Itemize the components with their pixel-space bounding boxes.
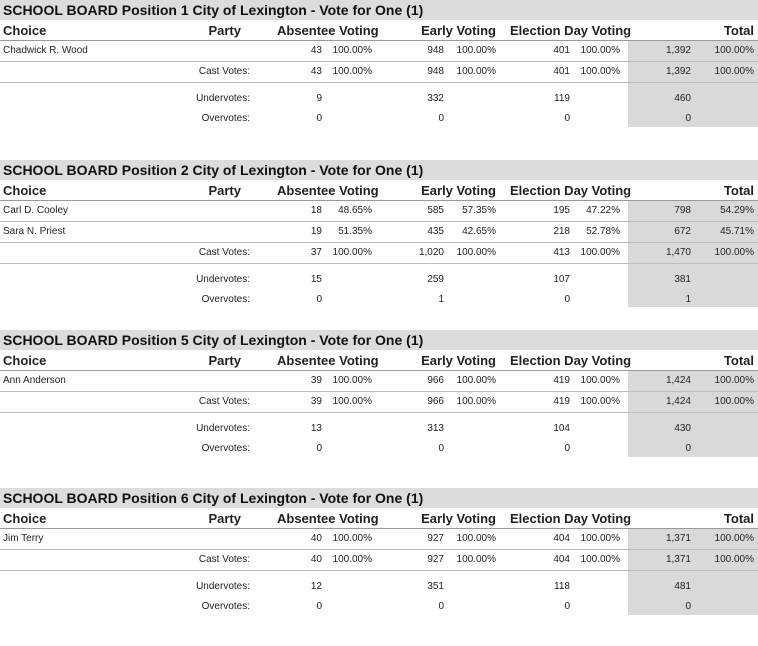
cast-votes-label: Cast Votes: (198, 396, 250, 407)
undervotes-label: Undervotes: (196, 274, 250, 285)
choice-column-header: Choice (3, 23, 47, 38)
under-election-day: 107 (553, 274, 570, 285)
total-votes: 1,392 (665, 45, 691, 56)
cast-votes-row (0, 243, 758, 264)
total-percent: 100.00% (714, 375, 754, 386)
over-total: 0 (685, 443, 691, 454)
cast-votes-label: Cast Votes: (198, 247, 250, 258)
overvotes-label: Overvotes: (201, 113, 250, 124)
undervotes-label: Undervotes: (196, 581, 250, 592)
candidate-row (0, 222, 758, 243)
cast-early: 927 (427, 554, 444, 565)
race-title: SCHOOL BOARD Position 1 City of Lexington - Vote for One (1) (0, 0, 758, 20)
cast-total: 1,371 (665, 554, 691, 565)
absentee-column-header: Absentee Voting (277, 183, 379, 198)
total-votes: 1,424 (665, 375, 691, 386)
party-column-header: Party (208, 23, 241, 38)
undervotes-row (0, 270, 758, 290)
early-percent: 100.00% (456, 375, 496, 386)
total-percent: 100.00% (714, 45, 754, 56)
choice-column-header: Choice (3, 183, 47, 198)
early-percent: 42.65% (462, 226, 496, 237)
over-total: 1 (685, 294, 691, 305)
cast-total: 1,424 (665, 396, 691, 407)
under-early: 332 (427, 93, 444, 104)
over-absentee: 0 (316, 113, 322, 124)
choice-column-header: Choice (3, 511, 47, 526)
absentee-votes: 40 (310, 533, 322, 544)
total-column-header: Total (723, 511, 754, 526)
cast-absentee-percent: 100.00% (332, 554, 372, 565)
under-election-day: 119 (554, 93, 570, 104)
under-total: 430 (674, 423, 691, 434)
over-early: 0 (438, 443, 444, 454)
column-header-row (0, 350, 758, 371)
absentee-percent: 100.00% (332, 45, 372, 56)
under-absentee: 9 (316, 93, 322, 104)
race-body (0, 529, 758, 617)
cast-election-day-percent: 100.00% (580, 247, 620, 258)
cast-election-day: 404 (553, 554, 570, 565)
candidate-row (0, 371, 758, 392)
race-section (0, 160, 758, 310)
over-election-day: 0 (564, 113, 570, 124)
cast-absentee: 39 (310, 396, 322, 407)
overvotes-label: Overvotes: (201, 294, 250, 305)
absentee-column-header: Absentee Voting (277, 353, 379, 368)
cast-election-day-percent: 100.00% (580, 396, 620, 407)
overvotes-row (0, 439, 758, 459)
cast-votes-row (0, 392, 758, 413)
total-column-header: Total (723, 183, 754, 198)
cast-absentee: 40 (310, 554, 322, 565)
race-section (0, 488, 758, 617)
early-votes: 966 (427, 375, 444, 386)
over-early: 1 (438, 294, 444, 305)
under-total: 460 (674, 93, 691, 104)
candidate-name: Carl D. Cooley (3, 205, 69, 216)
early-percent: 57.35% (462, 205, 496, 216)
race-title: SCHOOL BOARD Position 5 City of Lexington - Vote for One (1) (0, 330, 758, 350)
over-early: 0 (438, 601, 444, 612)
cast-votes-row (0, 550, 758, 571)
over-absentee: 0 (316, 601, 322, 612)
party-column-header: Party (208, 511, 241, 526)
column-header-row (0, 508, 758, 529)
cast-election-day-percent: 100.00% (580, 554, 620, 565)
under-early: 313 (427, 423, 444, 434)
election-day-votes: 419 (553, 375, 570, 386)
election-day-column-header: Election Day Voting (510, 353, 632, 368)
race-title: SCHOOL BOARD Position 6 City of Lexington - Vote for One (1) (0, 488, 758, 508)
race-section (0, 330, 758, 459)
early-percent: 100.00% (456, 45, 496, 56)
under-absentee: 13 (310, 423, 322, 434)
total-votes: 798 (674, 205, 691, 216)
candidate-row (0, 41, 758, 62)
cast-absentee: 37 (310, 247, 322, 258)
election-day-votes: 404 (553, 533, 570, 544)
race-title: SCHOOL BOARD Position 2 City of Lexington - Vote for One (1) (0, 160, 758, 180)
absentee-percent: 48.65% (338, 205, 372, 216)
election-day-percent: 100.00% (580, 375, 620, 386)
cast-total-percent: 100.00% (714, 66, 754, 77)
cast-votes-label: Cast Votes: (198, 66, 250, 77)
over-total: 0 (685, 113, 691, 124)
overvotes-label: Overvotes: (201, 601, 250, 612)
early-column-header: Early Voting (421, 183, 496, 198)
under-election-day: 104 (553, 423, 570, 434)
overvotes-row (0, 597, 758, 617)
election-day-column-header: Election Day Voting (510, 511, 632, 526)
race-body (0, 41, 758, 129)
cast-early-percent: 100.00% (456, 66, 496, 77)
cast-votes-row (0, 62, 758, 83)
over-early: 0 (438, 113, 444, 124)
overvotes-row (0, 109, 758, 129)
cast-early: 1,020 (418, 247, 444, 258)
total-percent: 100.00% (714, 533, 754, 544)
under-absentee: 15 (310, 274, 322, 285)
early-votes: 585 (427, 205, 444, 216)
party-column-header: Party (208, 183, 241, 198)
early-column-header: Early Voting (421, 353, 496, 368)
absentee-percent: 51.35% (338, 226, 372, 237)
early-votes: 927 (427, 533, 444, 544)
over-election-day: 0 (564, 294, 570, 305)
cast-early-percent: 100.00% (456, 554, 496, 565)
absentee-percent: 100.00% (332, 533, 372, 544)
cast-votes-label: Cast Votes: (198, 554, 250, 565)
cast-total-percent: 100.00% (714, 247, 754, 258)
cast-early-percent: 100.00% (456, 396, 496, 407)
cast-total-percent: 100.00% (714, 396, 754, 407)
undervotes-row (0, 419, 758, 439)
absentee-votes: 39 (310, 375, 322, 386)
overvotes-label: Overvotes: (201, 443, 250, 454)
election-day-percent: 100.00% (580, 45, 620, 56)
choice-column-header: Choice (3, 353, 47, 368)
cast-absentee-percent: 100.00% (332, 396, 372, 407)
over-absentee: 0 (316, 443, 322, 454)
candidate-name: Jim Terry (3, 533, 44, 544)
undervotes-row (0, 577, 758, 597)
cast-total: 1,470 (665, 247, 691, 258)
party-column-header: Party (208, 353, 241, 368)
race-section (0, 0, 758, 129)
over-election-day: 0 (564, 443, 570, 454)
column-header-row (0, 180, 758, 201)
cast-absentee-percent: 100.00% (332, 66, 372, 77)
under-election-day: 118 (554, 581, 570, 592)
candidate-name: Ann Anderson (3, 375, 66, 386)
early-percent: 100.00% (456, 533, 496, 544)
absentee-column-header: Absentee Voting (277, 23, 379, 38)
early-column-header: Early Voting (421, 511, 496, 526)
candidate-name: Chadwick R. Wood (3, 45, 88, 56)
candidate-row (0, 529, 758, 550)
over-absentee: 0 (316, 294, 322, 305)
under-early: 351 (427, 581, 444, 592)
race-body (0, 201, 758, 310)
early-votes: 435 (427, 226, 444, 237)
under-total: 381 (674, 274, 691, 285)
early-column-header: Early Voting (421, 23, 496, 38)
cast-early: 948 (427, 66, 444, 77)
cast-election-day: 419 (553, 396, 570, 407)
cast-early: 966 (427, 396, 444, 407)
absentee-votes: 18 (310, 205, 322, 216)
candidate-name: Sara N. Priest (3, 226, 66, 237)
under-absentee: 12 (310, 581, 322, 592)
election-day-percent: 100.00% (580, 533, 620, 544)
election-day-percent: 47.22% (586, 205, 620, 216)
cast-election-day: 413 (553, 247, 570, 258)
candidate-row (0, 201, 758, 222)
total-votes: 1,371 (665, 533, 691, 544)
under-total: 481 (674, 581, 691, 592)
undervotes-label: Undervotes: (196, 93, 250, 104)
absentee-votes: 43 (310, 45, 322, 56)
cast-absentee-percent: 100.00% (332, 247, 372, 258)
election-day-votes: 218 (553, 226, 570, 237)
under-early: 259 (427, 274, 444, 285)
cast-absentee: 43 (310, 66, 322, 77)
election-day-column-header: Election Day Voting (510, 183, 632, 198)
election-day-votes: 401 (553, 45, 570, 56)
overvotes-row (0, 290, 758, 310)
absentee-percent: 100.00% (332, 375, 372, 386)
early-votes: 948 (427, 45, 444, 56)
cast-total: 1,392 (665, 66, 691, 77)
election-day-column-header: Election Day Voting (510, 23, 632, 38)
cast-election-day-percent: 100.00% (580, 66, 620, 77)
over-election-day: 0 (564, 601, 570, 612)
cast-total-percent: 100.00% (714, 554, 754, 565)
over-total: 0 (685, 601, 691, 612)
election-day-percent: 52.78% (586, 226, 620, 237)
absentee-column-header: Absentee Voting (277, 511, 379, 526)
column-header-row (0, 20, 758, 41)
cast-election-day: 401 (553, 66, 570, 77)
total-votes: 672 (674, 226, 691, 237)
total-column-header: Total (723, 23, 754, 38)
race-body (0, 371, 758, 459)
total-percent: 54.29% (720, 205, 754, 216)
absentee-votes: 19 (310, 226, 322, 237)
undervotes-label: Undervotes: (196, 423, 250, 434)
undervotes-row (0, 89, 758, 109)
election-day-votes: 195 (553, 205, 570, 216)
cast-early-percent: 100.00% (456, 247, 496, 258)
total-percent: 45.71% (720, 226, 754, 237)
total-column-header: Total (723, 353, 754, 368)
